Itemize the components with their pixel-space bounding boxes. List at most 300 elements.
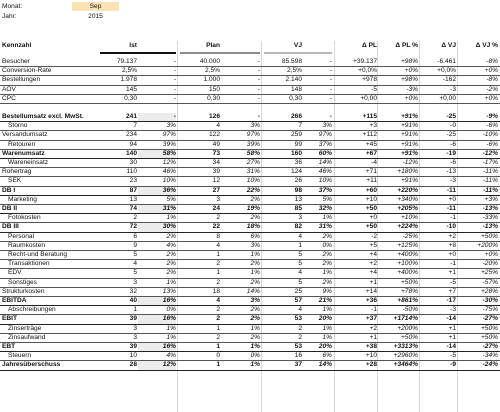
cell-dpl: +71 <box>365 168 377 176</box>
cell-ist: 79.137 <box>116 58 137 65</box>
cell-dvj: -6 <box>450 159 456 166</box>
cell-plan: 49 <box>212 140 220 148</box>
cell-istp: - <box>173 85 176 93</box>
table-row <box>0 205 500 214</box>
cell-vj: 13 <box>294 195 302 203</box>
cell-vj: 266 <box>290 113 302 120</box>
cell-vjp: 31% <box>318 223 332 231</box>
table-row <box>0 297 500 306</box>
row-label: Abschreibungen <box>8 306 56 314</box>
cell-ist: 241 <box>125 113 137 120</box>
cell-ist: 2 <box>133 214 137 222</box>
cell-dvjp: -6% <box>486 140 498 148</box>
cell-dplp: +861% <box>397 297 418 304</box>
cell-vj: 85.598 <box>281 58 302 65</box>
cell-plan: 1 <box>216 343 220 350</box>
cell-vjp: 1% <box>322 333 332 341</box>
cell-dpl: +39.137 <box>352 58 377 65</box>
cell-dvj: -5 <box>450 352 456 360</box>
cell-plan: 1 <box>216 361 220 369</box>
cell-dplp: +200% <box>397 324 418 332</box>
cell-dvjp: -27% <box>482 315 498 323</box>
cell-dvjp: -33% <box>482 214 498 222</box>
cell-istp: - <box>173 58 176 65</box>
cell-istp: - <box>173 76 176 84</box>
cell-dpl: +11 <box>366 177 377 185</box>
cell-istp: 2% <box>166 269 176 277</box>
cell-ist: 234 <box>125 131 137 139</box>
cell-dpl: +4 <box>369 251 377 258</box>
cell-dpl: +0,0% <box>358 67 377 75</box>
year-label: Jahr: <box>2 13 17 20</box>
cell-istp: 10% <box>162 177 176 185</box>
cell-ist: 39 <box>129 343 137 350</box>
cell-vj: 4 <box>298 269 302 277</box>
row-label: Sonstiges <box>8 278 37 286</box>
cell-dpl: +28 <box>365 361 377 369</box>
cell-planp: 10% <box>246 177 260 185</box>
cell-dvj: +8 <box>448 241 456 249</box>
cell-planp: 3% <box>250 297 260 304</box>
cell-dvj: -3 <box>450 85 456 93</box>
cell-planp: - <box>257 113 260 120</box>
cell-dpl: -5 <box>371 85 377 93</box>
row-label: Recht-und Beratung <box>8 251 68 258</box>
cell-dpl: +5 <box>369 241 377 249</box>
cell-istp: 58% <box>138 150 176 158</box>
cell-plan: 126 <box>208 113 220 120</box>
cell-dpl: +2 <box>369 260 377 268</box>
cell-istp: - <box>173 94 176 102</box>
header-delta-vj-pct: Δ VJ % <box>475 42 498 49</box>
cell-ist: 40 <box>129 297 137 304</box>
cell-plan: 1 <box>216 269 220 277</box>
cell-ist: 5 <box>133 251 137 258</box>
cell-dplp: +340% <box>397 195 418 203</box>
cell-dvjp: -17% <box>482 159 498 166</box>
cell-planp: 58% <box>246 149 260 157</box>
cell-vj: 53 <box>294 315 302 323</box>
cell-planp: 0% <box>250 352 260 360</box>
cell-dvj: -25 <box>446 131 456 139</box>
row-label: Zinsaufwand <box>8 333 46 341</box>
cell-dpl: -4 <box>371 159 377 166</box>
cell-dpl: +45 <box>365 140 377 148</box>
cell-dvj: -14 <box>446 343 456 350</box>
cell-planp: 31% <box>246 168 260 176</box>
cell-plan: 2 <box>216 278 220 286</box>
cell-dplp: +1714% <box>393 315 418 323</box>
cell-dvjp: -6% <box>486 122 498 130</box>
cell-vjp: 2% <box>322 251 332 258</box>
cell-plan: 2 <box>216 260 220 268</box>
cell-planp: 1% <box>250 361 260 369</box>
cell-dvj: +0 <box>448 251 456 258</box>
cell-istp: 16% <box>138 343 176 351</box>
cell-planp: 2% <box>250 278 260 286</box>
cell-dpl: +3 <box>369 122 377 130</box>
cell-planp: - <box>257 94 260 102</box>
cell-istp: 2% <box>166 260 176 268</box>
table-row <box>0 269 500 278</box>
row-label: EBITDA <box>2 297 27 304</box>
cell-dvjp: +0% <box>484 251 498 258</box>
table-row <box>0 131 500 140</box>
month-label: Monat: <box>2 3 23 10</box>
cell-vj: 2.140 <box>285 76 302 84</box>
cell-dplp: +91% <box>400 113 418 120</box>
cell-dvj: +2 <box>448 232 456 240</box>
cell-istp: 16% <box>138 315 176 323</box>
cell-ist: 39 <box>129 315 137 323</box>
table-row <box>0 168 500 177</box>
row-label: Storno <box>8 122 28 130</box>
cell-dplp: +91% <box>400 140 418 148</box>
cell-plan: 39 <box>212 168 220 176</box>
table-row <box>0 223 500 232</box>
cell-vj: 85 <box>294 205 302 212</box>
table-row <box>0 233 500 242</box>
cell-vj: 0,30 <box>289 94 302 102</box>
cell-vj: 148 <box>290 85 302 93</box>
cell-istp: 12% <box>162 159 176 166</box>
cell-dvj: +0 <box>448 195 456 203</box>
row-label: Warenumsatz <box>2 149 45 157</box>
cell-dpl: -2 <box>371 232 377 240</box>
table-row <box>0 260 500 269</box>
cell-dplp: +91% <box>400 177 418 185</box>
month-input[interactable]: Sep <box>72 2 119 11</box>
header-vj: VJ <box>293 42 302 49</box>
cell-plan: 22 <box>212 223 220 231</box>
cell-plan: 4 <box>216 241 220 249</box>
cell-planp: 22% <box>246 186 260 194</box>
cell-dpl: +10 <box>365 195 377 203</box>
cell-vjp: 1% <box>322 269 332 277</box>
cell-istp: 31% <box>138 205 176 213</box>
cell-plan: 3 <box>216 195 220 203</box>
cell-dplp: +98% <box>400 58 418 65</box>
cell-vj: 53 <box>294 343 302 350</box>
cell-dplp: -3% <box>406 85 418 93</box>
cell-istp: - <box>173 67 176 75</box>
cell-vjp: 2% <box>322 260 332 268</box>
cell-vjp: 1% <box>322 214 332 222</box>
cell-vj: 5 <box>298 260 302 268</box>
row-label: AOV <box>2 85 16 93</box>
cell-dvjp: -30% <box>482 297 498 304</box>
cell-vjp: 21% <box>318 297 332 304</box>
cell-dpl: +50 <box>365 205 377 212</box>
cell-vj: 16 <box>294 352 302 360</box>
table-row <box>0 315 500 324</box>
cell-vj: 2 <box>298 324 302 332</box>
cell-vjp: 10% <box>318 177 332 185</box>
cell-dvjp: +0% <box>484 67 498 75</box>
cell-dvjp: -75% <box>482 306 498 314</box>
cell-plan: 122 <box>208 131 220 139</box>
row-label: Fotokosten <box>8 214 41 222</box>
cell-dpl: +115 <box>362 113 377 120</box>
cell-vjp: - <box>329 113 332 120</box>
cell-vj: 5 <box>298 251 302 258</box>
cell-dplp: +400% <box>397 251 418 258</box>
cell-dvj: -11 <box>446 186 456 194</box>
cell-istp: 4% <box>166 352 176 360</box>
cell-dplp: +220% <box>397 186 418 194</box>
header-delta-pl: Δ PL <box>362 42 377 49</box>
cell-istp: 2% <box>166 232 176 240</box>
cell-dplp: +50% <box>400 278 418 286</box>
cell-istp: 1% <box>166 333 176 341</box>
cell-dvj: -1 <box>450 260 456 268</box>
cell-istp: 13% <box>162 287 176 295</box>
cell-vjp: 2% <box>322 232 332 240</box>
cell-plan: 1 <box>216 324 220 332</box>
table-row <box>0 279 500 288</box>
row-label: EBT <box>2 343 16 350</box>
cell-ist: 5 <box>133 269 137 277</box>
row-label: Retouren <box>8 140 36 148</box>
cell-ist: 23 <box>129 177 137 185</box>
row-label: Bestellumsatz excl. MwSt. <box>2 113 84 120</box>
cell-vjp: 2% <box>322 278 332 286</box>
cell-dplp: +125% <box>397 241 418 249</box>
cell-planp: 2% <box>250 315 260 323</box>
cell-ist: 9 <box>133 241 137 249</box>
cell-dplp: -50% <box>402 306 418 314</box>
row-label: Bestellungen <box>2 76 41 84</box>
cell-istp: 1% <box>166 324 176 332</box>
cell-dplp: +50% <box>400 333 418 341</box>
plan-header-bar <box>180 52 260 54</box>
year-input[interactable]: 2015 <box>88 13 103 20</box>
cell-dvj: -17 <box>446 297 456 304</box>
cell-dplp: -25% <box>402 232 418 240</box>
table-row <box>0 343 500 352</box>
cell-dvj: +0,0% <box>437 67 456 75</box>
cell-dvjp: -57% <box>482 278 498 286</box>
cell-dvjp: -8% <box>486 58 498 65</box>
cell-planp: 2% <box>250 214 260 222</box>
cell-vjp: 9% <box>322 287 332 295</box>
cell-istp: 3% <box>166 122 176 130</box>
cell-planp: 2% <box>250 195 260 203</box>
cell-plan: 1 <box>216 251 220 258</box>
cell-dvj: -0 <box>450 122 456 130</box>
row-label: Raumkosten <box>8 241 46 249</box>
cell-vj: 1 <box>298 241 302 249</box>
cell-ist: 110 <box>126 168 137 176</box>
cell-ist: 87 <box>129 186 137 194</box>
table-row <box>0 242 500 251</box>
cell-ist: 4 <box>133 260 137 268</box>
cell-plan: 40.000 <box>199 58 220 65</box>
table-row <box>0 86 500 95</box>
cell-istp: 46% <box>162 168 176 176</box>
cell-ist: 30 <box>129 159 137 166</box>
cell-dplp: +2960% <box>393 352 418 360</box>
cell-vjp: 20% <box>318 343 332 350</box>
cell-vj: 57 <box>294 297 302 304</box>
row-label: DB I <box>2 186 16 194</box>
cell-dvj: -10 <box>446 223 456 231</box>
row-label: Besucher <box>2 58 30 65</box>
cell-dvj: +7 <box>448 287 456 295</box>
cell-dvjp: -11% <box>483 186 498 194</box>
cell-plan: 18 <box>212 287 220 295</box>
cell-plan: 73 <box>212 149 220 157</box>
cell-plan: 150 <box>208 85 220 93</box>
cell-ist: 6 <box>133 232 137 240</box>
cell-dvj: +1 <box>448 333 456 341</box>
table-row <box>0 352 500 361</box>
cell-dpl: +14 <box>365 287 377 295</box>
cell-dpl: +36 <box>365 297 377 304</box>
cell-istp: 12% <box>138 361 176 369</box>
row-label: Wareneinsatz <box>8 159 49 166</box>
cell-istp: - <box>138 113 176 121</box>
cell-dvjp: -34% <box>482 352 498 360</box>
cell-vj: 160 <box>290 149 302 157</box>
row-label: DB III <box>2 223 19 231</box>
cell-vjp: 6% <box>322 352 332 360</box>
cell-vjp: 37% <box>318 140 332 148</box>
cell-vj: 82 <box>294 223 302 231</box>
cell-dvj: -6 <box>450 140 456 148</box>
header-ist: Ist <box>129 42 137 49</box>
cell-ist: 140 <box>125 149 137 157</box>
cell-dplp: -12% <box>402 159 418 166</box>
cell-plan: 12 <box>212 177 220 185</box>
row-label: Rohertrag <box>2 168 32 176</box>
cell-vjp: 1% <box>322 306 332 314</box>
cell-vj: 3 <box>298 214 302 222</box>
cell-plan: 34 <box>212 159 220 166</box>
cell-dvjp: +28% <box>480 287 498 295</box>
cell-istp: 36% <box>138 187 176 195</box>
table-row <box>0 150 500 159</box>
table-row <box>0 113 500 122</box>
cell-dvj: -19 <box>446 149 456 157</box>
cell-plan: 27 <box>212 186 220 194</box>
table-row <box>0 288 500 297</box>
cell-dplp: +400% <box>397 269 418 277</box>
cell-planp: 3% <box>250 122 260 130</box>
cell-dpl: +10 <box>365 352 377 360</box>
cell-istp: 1% <box>166 278 176 286</box>
cell-vjp: 1% <box>322 324 332 332</box>
cell-dplp: +78% <box>400 287 418 295</box>
cell-dplp: +91% <box>400 131 418 139</box>
cell-vj: 36 <box>294 159 302 166</box>
cell-dplp: +205% <box>397 205 418 212</box>
cell-plan: 0 <box>216 352 220 360</box>
cell-vj: 37 <box>294 361 302 369</box>
cell-dpl: +37 <box>365 315 377 323</box>
cell-dvj: +1 <box>448 269 456 277</box>
cell-dvjp: +0% <box>484 94 498 102</box>
cell-dvjp: -9% <box>486 113 498 120</box>
cell-vjp: 46% <box>318 168 332 176</box>
cell-ist: 13 <box>129 195 137 203</box>
cell-istp: 4% <box>166 241 176 249</box>
table-row <box>0 159 500 168</box>
cell-dplp: +224% <box>397 223 418 231</box>
cell-dvjp: -11% <box>483 177 498 185</box>
row-label: SEK <box>8 177 22 185</box>
cell-plan: 2 <box>216 306 220 314</box>
cell-ist: 74 <box>129 205 137 212</box>
cell-plan: 1.000 <box>203 76 220 84</box>
table-row <box>0 67 500 76</box>
cell-dvjp: -24% <box>482 361 498 369</box>
cell-plan: 0,30 <box>207 94 220 102</box>
cell-dplp: +91% <box>400 122 418 130</box>
cell-dplp: +10% <box>400 214 418 222</box>
table-row <box>0 334 500 343</box>
cell-plan: 2,5% <box>204 67 220 75</box>
cell-dvj: -11 <box>446 205 456 212</box>
cell-planp: - <box>257 85 260 93</box>
cell-dplp: +100% <box>397 260 418 268</box>
cell-planp: 39% <box>246 140 260 148</box>
cell-dvj: -6.461 <box>437 58 456 65</box>
cell-ist: 94 <box>129 140 137 148</box>
cell-vjp: - <box>329 76 332 84</box>
cell-dvj: -9 <box>450 361 456 369</box>
cell-dpl: +4 <box>369 269 377 277</box>
table-row <box>0 95 500 104</box>
cell-dvjp: -20% <box>482 260 498 268</box>
cell-istp: 1% <box>166 214 176 222</box>
cell-dvjp: +200% <box>477 241 498 249</box>
table-row <box>0 58 500 67</box>
cell-plan: 4 <box>216 122 220 130</box>
row-label: CPC <box>2 94 16 102</box>
cell-ist: 3 <box>133 278 137 286</box>
table-row <box>0 214 500 223</box>
cell-plan: 2 <box>216 333 220 341</box>
cell-dvj: -1 <box>450 214 456 222</box>
cell-planp: 1% <box>250 269 260 277</box>
cell-dpl: +2 <box>369 324 377 332</box>
cell-vj: 26 <box>294 177 302 185</box>
cell-ist: 2,5% <box>121 67 137 75</box>
cell-planp: 18% <box>246 223 260 231</box>
row-label: Transaktionen <box>8 260 50 268</box>
cell-plan: 24 <box>212 205 220 212</box>
cell-dplp: +98% <box>400 76 418 84</box>
cell-dvjp: -2% <box>486 85 498 93</box>
cell-vjp: 37% <box>318 186 332 194</box>
cell-ist: 72 <box>129 223 137 231</box>
cell-planp: 1% <box>250 343 260 350</box>
header-delta-vj: Δ VJ <box>441 42 456 49</box>
table-row <box>0 177 500 186</box>
cell-dpl: +1 <box>369 333 377 341</box>
cell-planp: 2% <box>250 306 260 314</box>
cell-planp: - <box>257 76 260 84</box>
cell-vjp: - <box>329 94 332 102</box>
table-row <box>0 325 500 334</box>
cell-planp: 3% <box>250 241 260 249</box>
cell-planp: 27% <box>246 159 260 166</box>
cell-vjp: 60% <box>318 149 332 157</box>
cell-vj: 124 <box>290 168 302 176</box>
cell-ist: 3 <box>133 333 137 341</box>
cell-planp: 6% <box>250 232 260 240</box>
